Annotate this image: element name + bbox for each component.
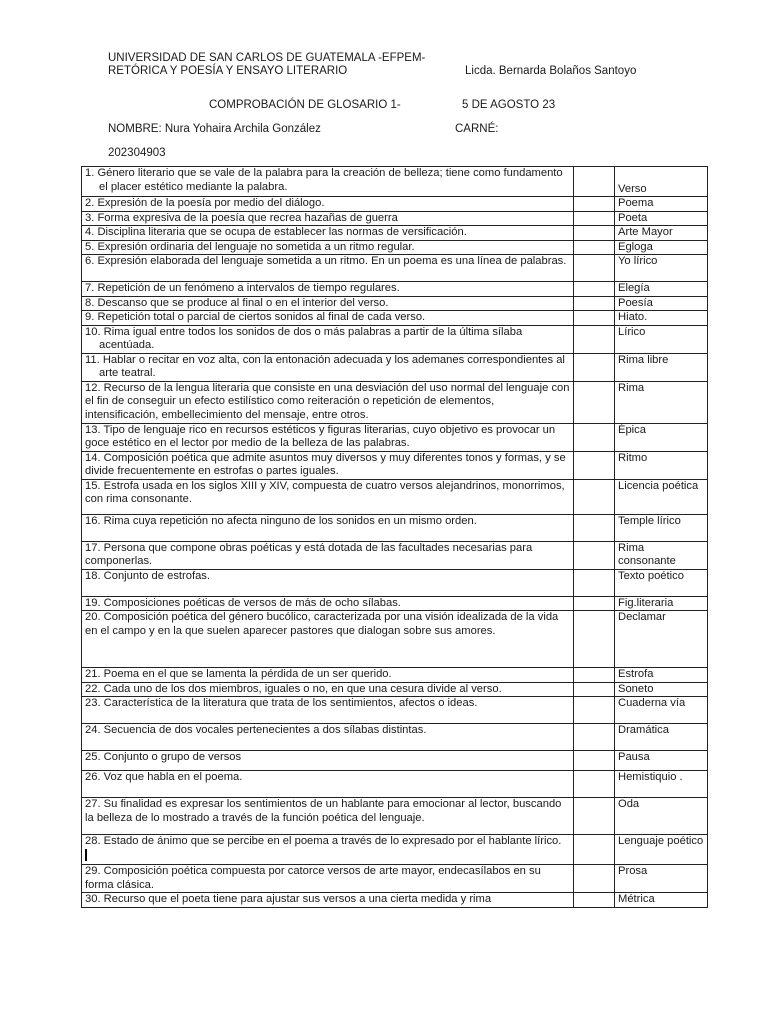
table-row xyxy=(82,697,708,724)
question-cell xyxy=(82,569,574,596)
term-cell xyxy=(615,381,708,423)
question-text: 11. Hablar o recitar en voz alta, con la entonación adecuada y los ademanes correspondientes al arte teatral. xyxy=(85,353,565,379)
table-row xyxy=(82,682,708,697)
term-cell xyxy=(615,893,708,908)
term-cell xyxy=(615,282,708,297)
term-cell xyxy=(615,167,708,197)
question-text: 20. Composición poética del género bucólico, caracterizada por una visión idealizada de la vida en el campo y en la que suelen aparecer pastores que dialogan sobre sus amores. xyxy=(85,611,559,637)
answer-blank-cell[interactable] xyxy=(574,596,615,611)
question-text: 3. Forma expresiva de la poesía que recrea hazañas de guerra xyxy=(85,211,398,224)
term-text: Fig.literaria xyxy=(618,596,674,609)
question-text: 19. Composiciones poéticas de versos de más de ocho sílabas. xyxy=(85,596,401,609)
table-row xyxy=(82,353,708,381)
answer-blank-cell[interactable] xyxy=(574,798,615,835)
term-cell xyxy=(615,798,708,835)
answer-blank-cell[interactable] xyxy=(574,835,615,865)
question-text: 21. Poema en el que se lamenta la pérdida de un ser querido. xyxy=(85,668,392,680)
question-cell xyxy=(82,596,574,611)
question-text: 14. Composición poética que admite asuntos muy diversos y muy diferentes tonos y formas, y se divide frecuentemente en estrofas o partes iguales. xyxy=(85,451,566,477)
table-row xyxy=(82,611,708,668)
answer-blank-cell[interactable] xyxy=(574,381,615,423)
term-cell xyxy=(615,668,708,683)
answer-blank-cell[interactable] xyxy=(574,682,615,697)
answer-blank-cell[interactable] xyxy=(574,167,615,197)
question-cell xyxy=(82,611,574,668)
term-text: Rima consonante xyxy=(618,541,676,567)
document-title: COMPROBACIÓN DE GLOSARIO 1- xyxy=(209,99,401,111)
question-text: 2. Expresión de la poesía por medio del diálogo. xyxy=(85,197,325,209)
answer-blank-cell[interactable] xyxy=(574,751,615,771)
term-cell xyxy=(615,835,708,865)
question-text: 24. Secuencia de dos vocales pertenecientes a dos sílabas distintas. xyxy=(85,724,427,736)
table-row xyxy=(82,771,708,798)
term-text: Temple lírico xyxy=(618,514,681,527)
table-row xyxy=(82,798,708,835)
term-text: Estrofa xyxy=(618,668,654,680)
table-row xyxy=(82,479,708,514)
term-text: Texto poético xyxy=(618,569,684,582)
term-text: Licencia poética xyxy=(618,479,699,492)
text-cursor xyxy=(85,849,87,861)
answer-blank-cell[interactable] xyxy=(574,451,615,479)
question-cell xyxy=(82,514,574,541)
question-cell xyxy=(82,381,574,423)
question-text: 5. Expresión ordinaria del lenguaje no sometida a un ritmo regular. xyxy=(85,240,415,253)
question-cell xyxy=(82,296,574,311)
term-text: Métrica xyxy=(618,893,655,905)
answer-blank-cell[interactable] xyxy=(574,423,615,451)
term-text: Poesía xyxy=(618,296,653,309)
question-cell xyxy=(82,668,574,683)
term-cell xyxy=(615,311,708,326)
question-text: 6. Expresión elaborada del lenguaje sometida a un ritmo. En un poema es una línea de palabras. xyxy=(85,255,567,267)
question-text: 26. Voz que habla en el poema. xyxy=(85,771,243,783)
question-cell xyxy=(82,771,574,798)
question-cell xyxy=(82,724,574,751)
question-text: 7. Repetición de un fenómeno a intervalos de tiempo regulares. xyxy=(85,282,400,294)
term-text: Rima xyxy=(618,381,645,394)
answer-blank-cell[interactable] xyxy=(574,325,615,353)
term-cell xyxy=(615,197,708,212)
question-text: 16. Rima cuya repetición no afecta ninguno de los sonidos en un mismo orden. xyxy=(85,514,477,527)
answer-blank-cell[interactable] xyxy=(574,197,615,212)
term-cell xyxy=(615,325,708,353)
table-row xyxy=(82,569,708,596)
term-text: Elegía xyxy=(618,282,650,294)
answer-blank-cell[interactable] xyxy=(574,724,615,751)
term-cell xyxy=(615,255,708,282)
table-row xyxy=(82,226,708,241)
question-text: 8. Descanso que se produce al final o en el interior del verso. xyxy=(85,296,389,309)
answer-blank-cell[interactable] xyxy=(574,226,615,241)
term-cell xyxy=(615,240,708,255)
table-row xyxy=(82,596,708,611)
question-cell xyxy=(82,255,574,282)
term-text: Egloga xyxy=(618,240,653,253)
term-text: Prosa xyxy=(618,865,648,877)
term-text: Lírico xyxy=(618,325,646,338)
answer-blank-cell[interactable] xyxy=(574,311,615,326)
table-row xyxy=(82,296,708,311)
table-row xyxy=(82,751,708,771)
term-cell xyxy=(615,211,708,226)
term-cell xyxy=(615,479,708,514)
question-text: 18. Conjunto de estrofas. xyxy=(85,569,211,582)
answer-blank-cell[interactable] xyxy=(574,541,615,569)
student-name: NOMBRE: Nura Yohaira Archila González xyxy=(108,123,321,135)
question-cell xyxy=(82,167,574,197)
answer-blank-cell[interactable] xyxy=(574,240,615,255)
carne-label: CARNÉ: xyxy=(455,123,499,135)
table-row xyxy=(82,167,708,197)
question-cell xyxy=(82,325,574,353)
answer-blank-cell[interactable] xyxy=(574,211,615,226)
term-cell xyxy=(615,724,708,751)
document-date: 5 DE AGOSTO 23 xyxy=(462,99,556,111)
question-cell xyxy=(82,798,574,835)
term-text: Lenguaje poético xyxy=(618,835,704,847)
term-text: Declamar xyxy=(618,611,666,623)
table-row xyxy=(82,724,708,751)
question-cell xyxy=(82,226,574,241)
term-cell xyxy=(615,596,708,611)
answer-blank-cell[interactable] xyxy=(574,569,615,596)
term-cell xyxy=(615,611,708,668)
answer-blank-cell[interactable] xyxy=(574,282,615,297)
question-cell xyxy=(82,240,574,255)
answer-blank-cell[interactable] xyxy=(574,865,615,893)
table-row xyxy=(82,311,708,326)
answer-blank-cell[interactable] xyxy=(574,514,615,541)
question-cell xyxy=(82,451,574,479)
question-text: 17. Persona que compone obras poéticas y está dotada de las facultades necesarias para componerlas. xyxy=(85,541,533,567)
term-cell xyxy=(615,682,708,697)
question-text: 25. Conjunto o grupo de versos xyxy=(85,751,242,763)
answer-blank-cell[interactable] xyxy=(574,255,615,282)
term-text: Poema xyxy=(618,197,654,209)
table-row xyxy=(82,514,708,541)
question-text: 12. Recurso de la lengua literaria que consiste en una desviación del uso normal del lenguaje con el fin de conseguir un efecto estilístico como reiteración o repetición de elementos, intensificación, embellecimiento del mensaje, entre otros. xyxy=(85,381,570,421)
term-text: Cuaderna vía xyxy=(618,697,686,709)
term-text: Dramática xyxy=(618,724,669,736)
carne-number: 202304903 xyxy=(108,147,166,159)
question-text: 4. Disciplina literaria que se ocupa de establecer las normas de versificación. xyxy=(85,226,467,238)
term-cell xyxy=(615,451,708,479)
table-row xyxy=(82,451,708,479)
question-cell xyxy=(82,893,574,908)
question-text: 9. Repetición total o parcial de ciertos sonidos al final de cada verso. xyxy=(85,311,426,323)
question-cell xyxy=(82,282,574,297)
term-cell xyxy=(615,569,708,596)
term-cell xyxy=(615,226,708,241)
term-cell xyxy=(615,353,708,381)
question-cell xyxy=(82,835,574,865)
question-text: 10. Rima igual entre todos los sonidos de dos o más palabras a partir de la última sílaba acentúada. xyxy=(85,325,523,351)
term-text: Verso xyxy=(618,182,647,195)
question-text: 29. Composición poética compuesta por catorce versos de arte mayor, endecasílabos en su forma clásica. xyxy=(85,865,541,891)
question-text: 15. Estrofa usada en los siglos XIII y XIV, compuesta de cuatro versos alejandrinos, monorrimos, con rima consonante. xyxy=(85,479,565,505)
teacher-name: Licda. Bernarda Bolaños Santoyo xyxy=(465,65,637,77)
table-row xyxy=(82,423,708,451)
question-text: 27. Su finalidad es expresar los sentimientos de un hablante para emocionar al lector, buscando la belleza de lo mostrado a través de la función poética del lenguaje. xyxy=(85,798,562,824)
question-cell xyxy=(82,423,574,451)
table-row xyxy=(82,282,708,297)
term-text: Rima libre xyxy=(618,353,669,366)
term-cell xyxy=(615,423,708,451)
table-row xyxy=(82,381,708,423)
term-text: Arte Mayor xyxy=(618,226,673,238)
question-cell xyxy=(82,479,574,514)
term-cell xyxy=(615,771,708,798)
question-cell xyxy=(82,697,574,724)
term-text: Ritmo xyxy=(618,451,648,464)
table-row xyxy=(82,240,708,255)
table-row xyxy=(82,865,708,893)
table-row xyxy=(82,668,708,683)
table-row xyxy=(82,893,708,908)
question-cell xyxy=(82,211,574,226)
question-cell xyxy=(82,751,574,771)
answer-blank-cell[interactable] xyxy=(574,893,615,908)
question-cell xyxy=(82,682,574,697)
term-text: Pausa xyxy=(618,751,650,763)
answer-blank-cell[interactable] xyxy=(574,353,615,381)
question-text: 23. Característica de la literatura que trata de los sentimientos, afectos o ideas. xyxy=(85,697,478,709)
term-cell xyxy=(615,296,708,311)
answer-blank-cell[interactable] xyxy=(574,668,615,683)
table-row xyxy=(82,211,708,226)
answer-blank-cell[interactable] xyxy=(574,697,615,724)
term-text: Poeta xyxy=(618,211,648,224)
term-text: Hiato. xyxy=(618,311,648,323)
university-name: UNIVERSIDAD DE SAN CARLOS DE GUATEMALA -EFPEM- xyxy=(108,52,426,64)
table-row xyxy=(82,255,708,282)
answer-blank-cell[interactable] xyxy=(574,771,615,798)
term-cell xyxy=(615,865,708,893)
question-cell xyxy=(82,541,574,569)
course-name: RETÓRICA Y POESÍA Y ENSAYO LITERARIO xyxy=(108,65,348,77)
glossary-table xyxy=(81,166,708,908)
term-text: Hemistiquio . xyxy=(618,771,683,783)
term-text: Épica xyxy=(618,423,646,436)
term-cell xyxy=(615,751,708,771)
question-text: 22. Cada uno de los dos miembros, iguales o no, en que una cesura divide al verso. xyxy=(85,682,502,695)
question-text: 28. Estado de ánimo que se percibe en el poema a través de lo expresado por el hablante lírico. xyxy=(85,835,562,847)
question-text: 13. Tipo de lenguaje rico en recursos estéticos y figuras literarias, cuyo objetivo es provocar un goce estético en el lector por medio de la belleza de las palabras. xyxy=(85,423,556,449)
term-cell xyxy=(615,514,708,541)
answer-blank-cell[interactable] xyxy=(574,479,615,514)
table-row xyxy=(82,197,708,212)
question-cell xyxy=(82,311,574,326)
term-text: Soneto xyxy=(618,682,654,695)
question-cell xyxy=(82,197,574,212)
table-row xyxy=(82,835,708,865)
term-text: Oda xyxy=(618,798,640,810)
answer-blank-cell[interactable] xyxy=(574,611,615,668)
term-text: Yo lírico xyxy=(618,255,658,267)
question-text: 1. Género literario que se vale de la palabra para la creación de belleza; tiene como fundamento el placer estético mediante la palabra. xyxy=(85,167,563,193)
table-row xyxy=(82,541,708,569)
question-cell xyxy=(82,865,574,893)
table-row xyxy=(82,325,708,353)
question-text: 30. Recurso que el poeta tiene para ajustar sus versos a una cierta medida y rima xyxy=(85,893,492,905)
answer-blank-cell[interactable] xyxy=(574,296,615,311)
term-cell xyxy=(615,541,708,569)
question-cell xyxy=(82,353,574,381)
term-cell xyxy=(615,697,708,724)
